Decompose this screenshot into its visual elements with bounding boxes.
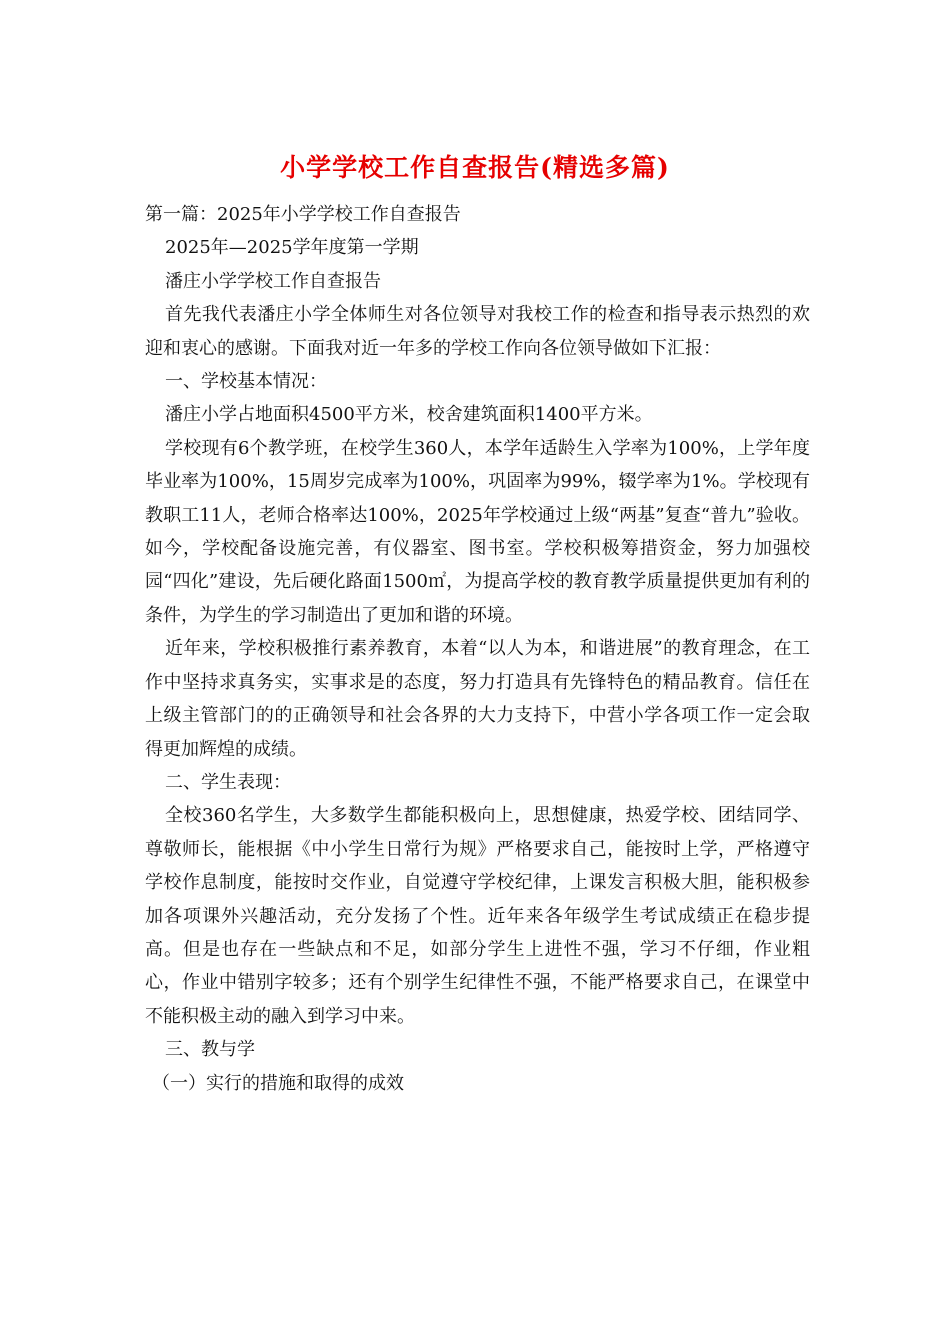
paragraph-semester: 2025年—2025学年度第一学期 [165,237,419,259]
section-heading-basic-info: 一、学校基本情况： [165,371,327,393]
subsection-heading-measures: （一）实行的措施和取得的成效 [152,1072,404,1094]
section-heading-teaching: 三、教与学 [165,1039,255,1061]
paragraph-school-stats: 学校现有6个教学班，在校学生360人，本学年适龄生入学率为100%，上学年度毕业率为100%，15周岁完成率为100%，巩固率为99%，辍学率为1%。学校现有教职工11人，老师合格率达100%，2025年学校通过上级“两基”复查“普九”验收。如今，学校配备设施完善，有仪器室、图书室。学校积极筹措资金，努力加强校园“四化”建设，先后硬化路面1500㎡，为提高学校的教育教学质量提供更加有利的条件，为学生的学习制造出了更加和谐的环境。 [145,437,810,626]
document-title: 小学学校工作自查报告(精选多篇) [280,153,670,182]
paragraph-part-heading: 第一篇：2025年小学学校工作自查报告 [145,204,461,225]
paragraph-report-title: 潘庄小学学校工作自查报告 [165,270,381,292]
paragraph-education-concept: 近年来，学校积极推行素养教育，本着“以人为本，和谐进展”的教育理念，在工作中坚持求真务实，实事求是的态度，努力打造具有先锋特色的精品教育。信任在上级主管部门的的正确领导和社会各界的大力支持下，中营小学各项工作一定会取得更加辉煌的成绩。 [145,638,810,760]
document-body [145,198,810,1100]
section-heading-students: 二、学生表现： [165,771,291,793]
paragraph-area: 潘庄小学占地面积4500平方米，校舍建筑面积1400平方米。 [165,404,653,426]
paragraph-student-performance: 全校360名学生，大多数学生都能积极向上，思想健康，热爱学校、团结同学、尊敬师长，能根据《中小学生日常行为规》严格要求自己，能按时上学，严格遵守学校作息制度，能按时交作业，自觉遵守学校纪律，上课发言积极大胆，能积极参加各项课外兴趣活动，充分发扬了个性。近年来各年级学生考试成绩正在稳步提高。但是也存在一些缺点和不足，如部分学生上进性不强，学习不仔细，作业粗心，作业中错别字较多；还有个别学生纪律性不强，不能严格要求自己，在课堂中不能积极主动的融入到学习中来。 [145,805,810,1027]
paragraph-opening: 首先我代表潘庄小学全体师生对各位领导对我校工作的检查和指导表示热烈的欢迎和衷心的感谢。下面我对近一年多的学校工作向各位领导做如下汇报： [145,304,810,359]
